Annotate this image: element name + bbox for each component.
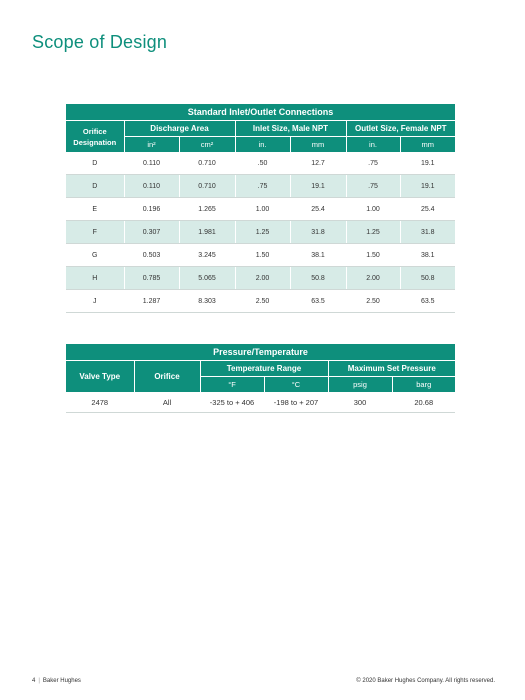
table-cell: 2.50 <box>235 290 290 313</box>
unit-header: in. <box>346 137 400 153</box>
column-group-max-set-pressure: Maximum Set Pressure <box>328 361 455 377</box>
table-cell: 0.307 <box>124 221 179 244</box>
inlet-outlet-connections-table <box>66 104 455 313</box>
table-cell: 0.785 <box>124 267 179 290</box>
table-row <box>66 290 455 313</box>
table-row <box>66 152 455 175</box>
table-row <box>66 198 455 221</box>
table-cell: 63.5 <box>290 290 346 313</box>
page-number: 4 <box>32 678 36 684</box>
table-title: Standard Inlet/Outlet Connections <box>66 104 455 121</box>
table-cell: .75 <box>235 175 290 198</box>
table-cell: 1.50 <box>346 244 400 267</box>
table-cell: 25.4 <box>400 198 455 221</box>
table-cell: 25.4 <box>290 198 346 221</box>
table-cell: 1.265 <box>179 198 235 221</box>
table-cell: 300 <box>328 392 392 413</box>
unit-header: mm <box>400 137 455 153</box>
footer-company: Baker Hughes <box>42 678 81 684</box>
table-cell: 0.710 <box>179 152 235 175</box>
unit-header: barg <box>392 377 455 393</box>
table-cell: -325 to + 406 <box>200 392 264 413</box>
table-row <box>66 175 455 198</box>
table-cell: 50.8 <box>290 267 346 290</box>
table-cell: G <box>66 244 124 267</box>
footer-copyright: © 2020 Baker Hughes Company. All rights reserved. <box>356 678 495 684</box>
footer-separator: | <box>38 678 40 684</box>
table-cell: 0.110 <box>124 175 179 198</box>
table-cell: 1.981 <box>179 221 235 244</box>
table-row <box>66 244 455 267</box>
footer-page-info <box>32 678 81 684</box>
column-header-valve-type: Valve Type <box>66 361 134 393</box>
table-cell: 1.25 <box>346 221 400 244</box>
table-cell: 2.50 <box>346 290 400 313</box>
table-cell: 0.110 <box>124 152 179 175</box>
table-cell: 19.1 <box>400 152 455 175</box>
table-cell: 31.8 <box>400 221 455 244</box>
table-cell: 20.68 <box>392 392 455 413</box>
unit-header: °F <box>200 377 264 393</box>
column-group-temperature-range: Temperature Range <box>200 361 328 377</box>
table-cell: J <box>66 290 124 313</box>
table-cell: .75 <box>346 175 400 198</box>
table-cell: 1.25 <box>235 221 290 244</box>
unit-header: mm <box>290 137 346 153</box>
table-cell: 0.710 <box>179 175 235 198</box>
table-cell: 5.065 <box>179 267 235 290</box>
unit-header: °C <box>264 377 328 393</box>
table-cell: 38.1 <box>400 244 455 267</box>
table-cell: 50.8 <box>400 267 455 290</box>
column-header-orifice: Orifice <box>134 361 200 393</box>
table-cell: -198 to + 207 <box>264 392 328 413</box>
table-cell: 0.196 <box>124 198 179 221</box>
column-group-inlet-size: Inlet Size, Male NPT <box>235 121 346 137</box>
table-row <box>66 221 455 244</box>
table-cell: 31.8 <box>290 221 346 244</box>
table-cell: E <box>66 198 124 221</box>
table-cell: 3.245 <box>179 244 235 267</box>
table-cell: 1.00 <box>235 198 290 221</box>
table-cell: .75 <box>346 152 400 175</box>
table-cell: 0.503 <box>124 244 179 267</box>
column-group-outlet-size: Outlet Size, Female NPT <box>346 121 455 137</box>
table-cell: 19.1 <box>290 175 346 198</box>
table-cell: 38.1 <box>290 244 346 267</box>
table-cell: 12.7 <box>290 152 346 175</box>
pressure-temperature-table <box>66 344 455 413</box>
unit-header: in. <box>235 137 290 153</box>
table-cell: D <box>66 152 124 175</box>
unit-header: cm² <box>179 137 235 153</box>
table-cell: All <box>134 392 200 413</box>
table-cell: .50 <box>235 152 290 175</box>
page-title: Scope of Design <box>32 32 168 52</box>
table-cell: 2.00 <box>235 267 290 290</box>
table-cell: 1.50 <box>235 244 290 267</box>
table-row <box>66 392 455 413</box>
table-title: Pressure/Temperature <box>66 344 455 361</box>
table-cell: 8.303 <box>179 290 235 313</box>
column-header-orifice-designation: Orifice Designation <box>66 121 124 153</box>
unit-header: in² <box>124 137 179 153</box>
table-cell: 2478 <box>66 392 134 413</box>
table-cell: F <box>66 221 124 244</box>
unit-header: psig <box>328 377 392 393</box>
table-row <box>66 267 455 290</box>
table-cell: 1.00 <box>346 198 400 221</box>
table-cell: 1.287 <box>124 290 179 313</box>
table-cell: D <box>66 175 124 198</box>
table-cell: 19.1 <box>400 175 455 198</box>
table-cell: 63.5 <box>400 290 455 313</box>
column-group-discharge-area: Discharge Area <box>124 121 235 137</box>
table-cell: 2.00 <box>346 267 400 290</box>
table-cell: H <box>66 267 124 290</box>
